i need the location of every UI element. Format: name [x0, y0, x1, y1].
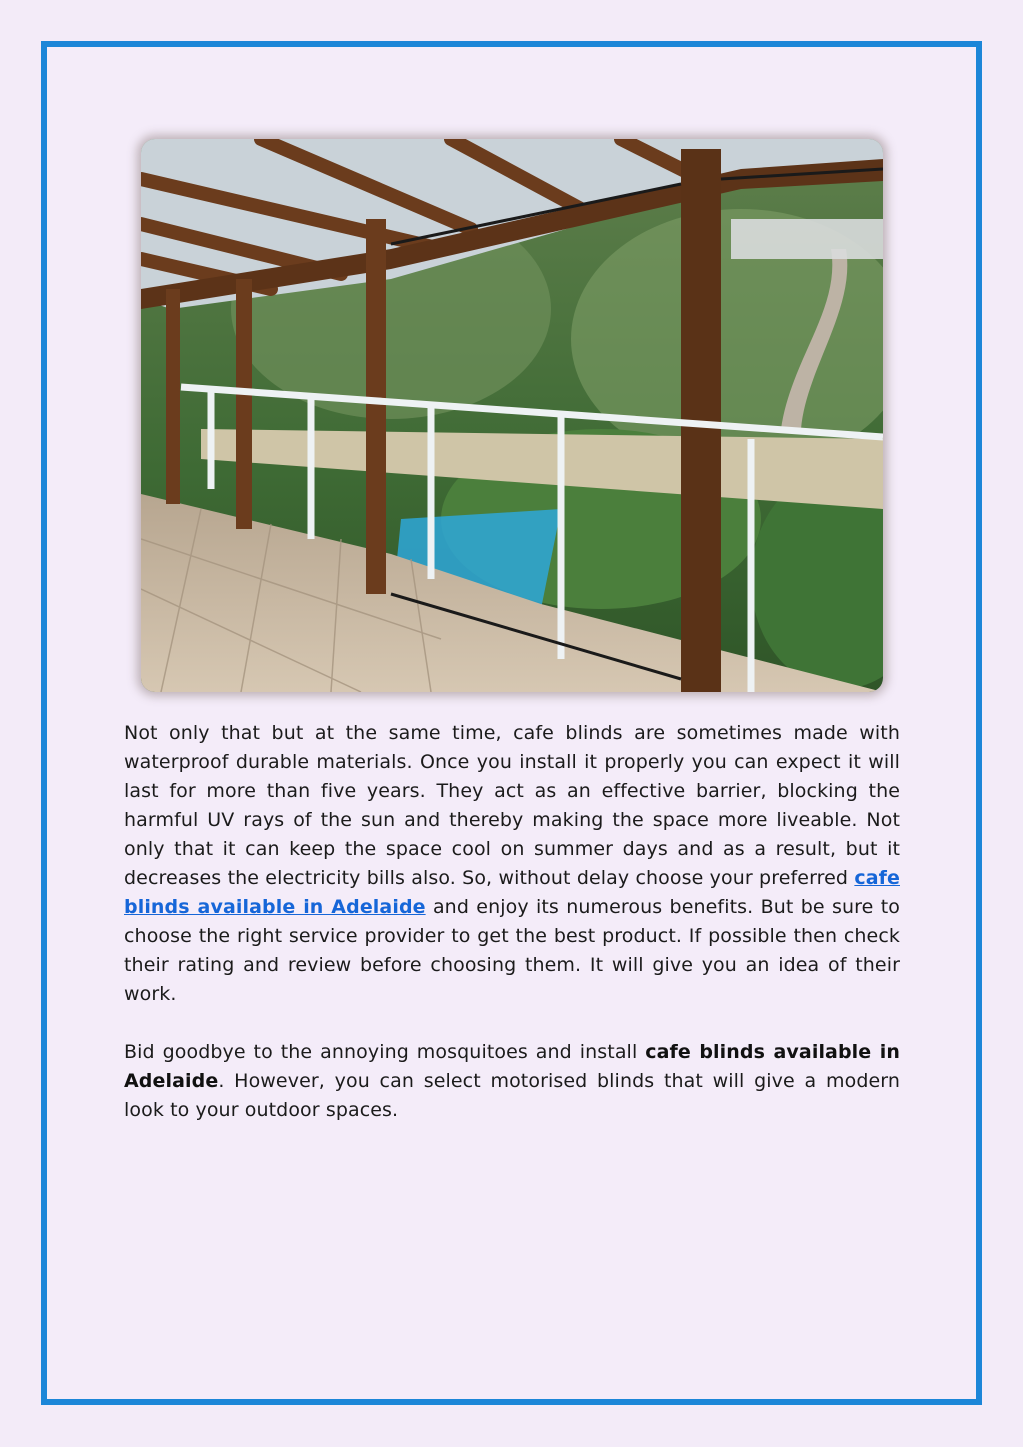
bold-keyword: cafe blinds available in Adelaide	[124, 1041, 900, 1092]
paragraph-1	[124, 719, 900, 1009]
paragraph-2-text-start: Bid goodbye to the annoying mosquitoes and install	[124, 1041, 646, 1063]
paragraph-1-text-start: Not only that but at the same time, cafe blinds are sometimes made with waterproof durable materials. Once you install it properly you can expect it will last for more than five years. They act as an effective barrier, blocking the harmful UV rays of the sun and thereby making the space more liveable. Not only that it can keep the space cool on summer days and as a result, but it decreases the electricity bills also. So, without delay choose your preferred	[124, 722, 900, 889]
paragraph-1-text-end: and enjoy its numerous benefits. But be sure to choose the right service provider to get the best product. If possible then check their rating and review before choosing them. It will give you an idea of their work.	[124, 896, 900, 1005]
paragraph-2	[124, 1038, 900, 1125]
paragraph-2-text-end: . However, you can select motorised blinds that will give a modern look to your outdoor spaces.	[124, 1070, 900, 1121]
cafe-blinds-link[interactable]: cafe blinds available in Adelaide	[124, 867, 900, 918]
page-border-frame	[41, 41, 982, 1405]
photo-icon	[141, 139, 883, 692]
cafe-blinds-photo	[141, 139, 883, 692]
article-text	[124, 719, 900, 1125]
